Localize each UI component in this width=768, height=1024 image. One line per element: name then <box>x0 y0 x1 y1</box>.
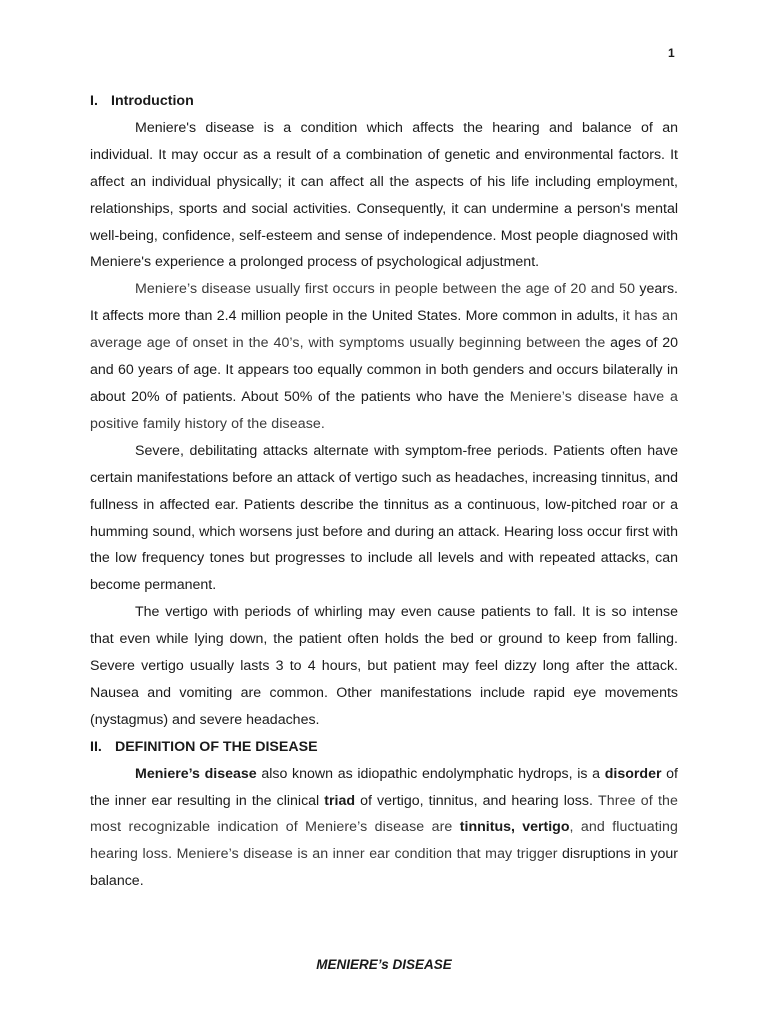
page-number: 1 <box>668 46 675 60</box>
definition-paragraph <box>90 761 678 896</box>
document-body <box>90 88 678 895</box>
paragraph-segment: ages of 20 and 60 years of age. It appears too equally common in both genders and occurs bilaterally in about 20% of patients. About 50% of the patients who have the <box>90 335 679 405</box>
paragraph-segment: also known as idiopathic endolymphatic hydrops, is a <box>256 765 605 782</box>
intro-paragraph-2 <box>90 276 678 437</box>
intro-paragraph-4: The vertigo with periods of whirling may even cause patients to fall. It is so intense that even while lying down, the patient often holds the bed or ground to keep from falling. Severe vertigo usually lasts 3 to 4 hours, but patient may feel dizzy long after the attack. Nausea and vomiting are common. Other manifestations include rapid eye movements (nystagmus) and severe headaches. <box>90 604 678 728</box>
paragraph-segment: years. It affects more than 2.4 million people in the United States. More common in adults, <box>90 281 678 325</box>
paragraph-segment: of vertigo, tinnitus, and hearing loss. <box>355 792 599 809</box>
bold-term: Meniere’s disease <box>135 765 257 782</box>
bold-term: triad <box>324 792 356 809</box>
section-title: Introduction <box>111 93 194 109</box>
section-heading-definition <box>90 734 678 761</box>
intro-paragraph-3: Severe, debilitating attacks alternate with symptom-free periods. Patients often have certain manifestations before an attack of vertigo such as headaches, increasing tinnitus, and fullness in affected ear. Patients describe the tinnitus as a continuous, low-pitched roar or a humming sound, which worsens just before and during an attack. Hearing loss occur first with the low frequency tones but progresses to include all levels and with repeated attacks, can become permanent. <box>90 442 678 594</box>
paragraph-segment: disruptions in your balance. <box>90 846 678 890</box>
intro-paragraph-1: Meniere's disease is a condition which affects the hearing and balance of an individual. It may occur as a result of a combination of genetic and environmental factors. It affect an individual physically; it can affect all the aspects of his life including employment, relationships, sports and social activities. Consequently, it can undermine a person's mental well-being, confidence, self-esteem and sense of independence. Most people diagnosed with Meniere's experience a prolonged process of psychological adjustment. <box>90 119 678 271</box>
section-heading-introduction <box>90 88 678 115</box>
paragraph-segment: Meniere’s disease usually first occurs in people between the age of 20 and 50 <box>135 281 636 298</box>
bold-term: disorder <box>604 765 662 782</box>
section-number: I. <box>90 93 98 109</box>
section-title: DEFINITION OF THE DISEASE <box>114 738 318 755</box>
paragraph-segment: it has an average age of onset in the 40’s, with symptoms usually beginning between the <box>90 308 678 352</box>
paragraph-segment: Meniere’s disease have a positive family history of the disease. <box>90 388 678 432</box>
section-number: II. <box>90 738 102 755</box>
page-footer: MENIERE’s DISEASE <box>316 957 452 972</box>
paragraph-segment: Three of the most recognizable indication of Meniere’s disease are <box>90 792 679 836</box>
paragraph-segment: , and fluctuating hearing loss. Meniere’s disease is an inner ear condition that may trigger <box>90 819 678 863</box>
paragraph-segment: of the inner ear resulting in the clinical <box>90 765 678 809</box>
bold-term: tinnitus, vertigo <box>459 819 570 836</box>
